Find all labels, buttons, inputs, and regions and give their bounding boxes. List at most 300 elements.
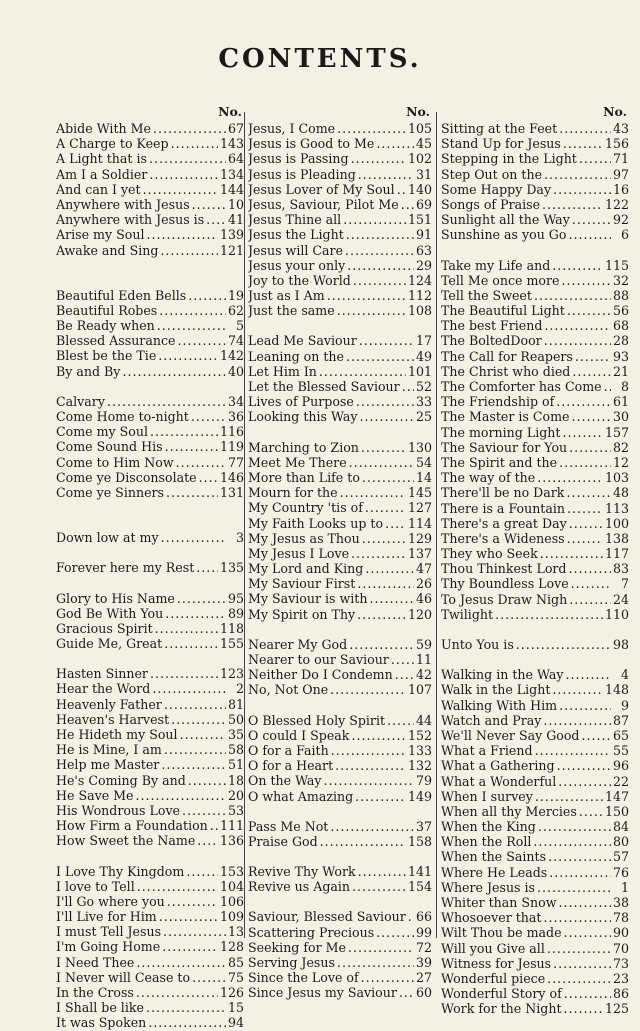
hymn-number: 130	[407, 439, 432, 455]
hymn-number: 123	[219, 666, 244, 682]
hymn-title: Jesus your only	[248, 257, 346, 273]
hymn-number: 73	[612, 955, 629, 971]
hymn-number: 15	[227, 1000, 244, 1016]
dot-leader	[337, 303, 406, 318]
dot-leader	[548, 849, 611, 864]
hymn-title: Gracious Spirit	[56, 620, 153, 636]
hymn-number: 86	[612, 986, 629, 1002]
hymn-title: There is a Fountain	[441, 500, 566, 516]
hymn-title: Stand Up for Jesus	[441, 136, 561, 152]
dot-leader	[369, 591, 413, 606]
hymn-number: 146	[219, 469, 244, 485]
toc-entry	[248, 773, 432, 788]
hymn-number: 92	[612, 212, 629, 228]
toc-entry	[441, 470, 629, 485]
hymn-number: 116	[219, 424, 244, 440]
toc-entry	[248, 364, 432, 379]
dot-leader	[565, 667, 611, 682]
hymn-number: 50	[227, 711, 244, 727]
toc-entry	[248, 349, 432, 364]
hymn-number: 128	[219, 939, 244, 955]
hymn-number: 156	[604, 136, 629, 152]
toc-entry	[248, 925, 432, 940]
hymn-title: My Saviour is with	[248, 591, 368, 607]
dot-leader	[345, 243, 414, 258]
hymn-title: Just the same	[248, 303, 335, 319]
toc-entry	[441, 485, 629, 500]
hymn-number: 49	[415, 348, 432, 364]
toc-entry	[248, 455, 432, 470]
dot-leader	[351, 546, 406, 561]
hymn-title: Walking With Him	[441, 697, 558, 713]
toc-entry	[248, 182, 432, 197]
hymn-title: Scattering Precious	[248, 924, 375, 940]
toc-entry	[56, 348, 244, 363]
hymn-title: No, Not One	[248, 682, 329, 698]
hymn-title: The BoltedDoor	[441, 333, 542, 349]
hymn-number: 113	[604, 500, 629, 516]
dot-leader	[568, 227, 611, 242]
hymn-title: The Christ who died	[441, 363, 571, 379]
dot-leader	[544, 167, 611, 182]
hymn-number: 48	[612, 485, 629, 501]
hymn-title: Forever here my Rest	[56, 560, 195, 576]
hymn-number: 61	[612, 394, 629, 410]
hymn-title: And can I yet	[56, 181, 141, 197]
hymn-number: 76	[612, 864, 629, 880]
hymn-title: How Sweet the Name	[56, 833, 196, 849]
hymn-number: 149	[407, 788, 432, 804]
hymn-title: Heaven's Harvest	[56, 711, 170, 727]
hymn-number: 33	[415, 394, 432, 410]
dot-leader	[160, 243, 218, 258]
hymn-number: 124	[407, 272, 432, 288]
section-gap	[248, 804, 432, 819]
dot-leader	[376, 136, 414, 151]
dot-leader	[535, 743, 611, 758]
dot-leader	[365, 500, 406, 515]
dot-leader	[155, 621, 218, 636]
contents-column-2	[248, 104, 432, 1001]
dot-leader	[177, 591, 226, 606]
hymn-title: Mourn for the	[248, 485, 338, 501]
toc-entry	[56, 318, 244, 333]
hymn-number: 43	[612, 121, 629, 136]
toc-entry	[56, 439, 244, 454]
dot-leader	[352, 879, 406, 894]
hymn-title: Help me Master	[56, 757, 160, 773]
dot-leader	[569, 561, 611, 576]
dot-leader	[559, 895, 611, 910]
hymn-number: 21	[612, 363, 629, 379]
toc-entry	[441, 379, 629, 394]
hymn-number: 55	[612, 743, 629, 759]
hymn-title: How Firm a Foundation	[56, 818, 208, 834]
hymn-title: Step Out on the	[441, 166, 543, 182]
toc-entry	[441, 910, 629, 925]
toc-entry	[56, 409, 244, 424]
toc-entry	[441, 501, 629, 516]
toc-entry	[56, 818, 244, 833]
toc-entry	[248, 531, 432, 546]
hymn-number: 155	[219, 636, 244, 652]
hymn-title: Twilight	[441, 606, 494, 622]
hymn-number: 114	[407, 515, 432, 531]
hymn-number: 85	[227, 954, 244, 970]
dot-leader	[340, 485, 406, 500]
dot-leader	[355, 789, 406, 804]
hymn-title: I must Tell Jesus	[56, 924, 162, 940]
dot-leader	[557, 758, 611, 773]
toc-entry	[248, 879, 432, 894]
hymn-title: Neither Do I Condemn	[248, 667, 393, 683]
hymn-title: Down low at my	[56, 530, 159, 546]
dot-leader	[516, 637, 611, 652]
hymn-title: Let the Blessed Saviour	[248, 379, 400, 394]
dot-leader	[387, 713, 414, 728]
toc-entry	[248, 819, 432, 834]
hymn-title: Jesus Thine all	[248, 212, 342, 228]
hymn-number: 145	[407, 485, 432, 501]
dot-leader	[401, 197, 414, 212]
hymn-title: Lead Me Saviour	[248, 333, 357, 349]
toc-entry	[441, 151, 629, 166]
hymn-number: 129	[407, 530, 432, 546]
hymn-title: Revive us Again	[248, 879, 351, 895]
hymn-number: 112	[407, 288, 432, 304]
hymn-number: 105	[407, 121, 432, 136]
dot-leader	[210, 818, 218, 833]
hymn-number: 115	[604, 257, 629, 273]
dot-leader	[561, 273, 610, 288]
toc-entry	[441, 197, 629, 212]
hymn-number: 16	[612, 181, 629, 197]
hymn-title: Beautiful Robes	[56, 302, 158, 318]
dot-leader	[391, 652, 414, 667]
number-column-header: No.	[603, 104, 627, 119]
toc-entry	[441, 273, 629, 288]
hymn-title: The best Friend	[441, 318, 543, 334]
hymn-title: Whosoever that	[441, 910, 542, 926]
toc-entry	[248, 516, 432, 531]
dot-leader	[324, 773, 414, 788]
toc-entry	[248, 607, 432, 622]
hymn-title: My Country 'tis of	[248, 500, 363, 516]
dot-leader	[206, 212, 226, 227]
hymn-title: Marching to Zion	[248, 439, 359, 455]
hymn-title: The Master is Come	[441, 409, 570, 425]
hymn-number: 12	[612, 454, 629, 470]
toc-entry	[441, 804, 629, 819]
hymn-number: 87	[612, 712, 629, 728]
toc-entry	[248, 136, 432, 151]
toc-entry	[248, 303, 432, 318]
hymn-title: Jesus Lover of My Soul	[248, 181, 395, 197]
dot-leader	[136, 788, 226, 803]
toc-entry	[56, 712, 244, 727]
hymn-title: The way of the	[441, 470, 536, 486]
hymn-title: By and By	[56, 363, 121, 379]
hymn-title: Guide Me, Great	[56, 636, 163, 652]
hymn-number: 56	[612, 303, 629, 319]
toc-entry	[441, 364, 629, 379]
dot-leader	[192, 197, 226, 212]
hymn-title: The morning Light	[441, 424, 561, 440]
entry-list	[56, 121, 244, 1031]
toc-entry	[441, 121, 629, 136]
toc-entry	[441, 941, 629, 956]
dot-leader	[567, 303, 611, 318]
toc-entry	[441, 288, 629, 303]
hymn-number: 23	[612, 970, 629, 986]
hymn-number: 106	[219, 893, 244, 909]
toc-entry	[441, 607, 629, 622]
hymn-number: 41	[227, 212, 244, 228]
dot-leader	[408, 909, 414, 924]
dot-leader	[143, 182, 218, 197]
dot-leader	[319, 364, 406, 379]
dot-leader	[360, 409, 414, 424]
entry-list	[441, 121, 629, 1017]
toc-entry	[441, 455, 629, 470]
hymn-title: Come my Soul	[56, 424, 149, 440]
hymn-number: 131	[219, 484, 244, 500]
hymn-number: 46	[415, 591, 432, 607]
dot-leader	[358, 864, 406, 879]
hymn-title: Whiter than Snow	[441, 895, 557, 910]
dot-leader	[136, 955, 226, 970]
hymn-title: The Spirit and the	[441, 454, 558, 470]
dot-leader	[376, 925, 414, 940]
hymn-title: Hasten Sinner	[56, 666, 148, 682]
dot-leader	[558, 774, 611, 789]
hymn-title: Blest be the Tie	[56, 348, 157, 364]
hymn-title: Tell the Sweet	[441, 287, 532, 303]
toc-entry	[441, 1001, 629, 1016]
hymn-title: He Save Me	[56, 787, 134, 803]
hymn-number: 67	[227, 121, 244, 136]
toc-entry	[248, 333, 432, 348]
hymn-title: I love to Tell	[56, 878, 135, 894]
dot-leader	[161, 757, 226, 772]
dot-leader	[575, 349, 611, 364]
hymn-title: I'll Go where you	[56, 893, 165, 909]
hymn-number: 66	[415, 909, 432, 925]
dot-leader	[176, 455, 226, 470]
dot-leader	[167, 894, 218, 909]
toc-entry	[441, 136, 629, 151]
hymn-title: Unto You is	[441, 637, 514, 652]
hymn-title: Jesus the Light	[248, 227, 344, 243]
hymn-title: Stepping in the Light	[441, 151, 577, 167]
toc-entry	[441, 394, 629, 409]
hymn-number: 65	[612, 727, 629, 743]
hymn-title: Thou Thinkest Lord	[441, 561, 567, 577]
hymn-number: 60	[415, 985, 432, 1001]
hymn-title: Jesus, I Come	[248, 121, 336, 136]
dot-leader	[353, 273, 406, 288]
toc-entry	[248, 955, 432, 970]
dot-leader	[349, 455, 414, 470]
toc-entry	[56, 864, 244, 879]
dot-leader	[153, 121, 226, 136]
dot-leader	[150, 666, 218, 681]
hymn-number: 118	[219, 620, 244, 636]
section-gap	[248, 894, 432, 909]
hymn-title: There's a Wideness	[441, 530, 565, 546]
hymn-title: Anywhere with Jesus is	[56, 212, 205, 228]
toc-entry	[56, 924, 244, 939]
dot-leader	[572, 212, 611, 227]
hymn-title: Meet Me There	[248, 454, 347, 470]
hymn-number: 117	[604, 546, 629, 562]
dot-leader	[567, 501, 603, 516]
hymn-number: 71	[612, 151, 629, 167]
section-gap	[56, 545, 244, 560]
dot-leader	[148, 1015, 226, 1030]
hymn-number: 63	[415, 242, 432, 258]
toc-entry	[56, 681, 244, 696]
column-divider	[244, 112, 245, 938]
toc-entry	[441, 774, 629, 789]
toc-entry	[248, 167, 432, 182]
toc-entry	[441, 834, 629, 849]
toc-entry	[441, 956, 629, 971]
dot-leader	[171, 712, 226, 727]
hymn-title: Pass Me Not	[248, 818, 329, 834]
hymn-title: My Spirit on Thy	[248, 606, 356, 622]
toc-entry	[248, 288, 432, 303]
hymn-title: Tell Me once more	[441, 272, 560, 288]
hymn-title: My Jesus as Thou	[248, 530, 360, 546]
hymn-number: 152	[407, 727, 432, 743]
hymn-number: 36	[227, 409, 244, 424]
dot-leader	[165, 439, 218, 454]
toc-entry	[441, 318, 629, 333]
toc-entry	[56, 879, 244, 894]
hymn-number: 89	[227, 605, 244, 621]
dot-leader	[177, 333, 226, 348]
section-gap	[441, 622, 629, 637]
hymn-title: He is Mine, I am	[56, 742, 162, 758]
dot-leader	[385, 516, 406, 531]
hymn-title: Lives of Purpose	[248, 394, 354, 410]
hymn-title: I Shall be like	[56, 1000, 144, 1016]
hymn-title: Seeking for Me	[248, 939, 346, 955]
section-gap	[56, 258, 244, 288]
section-gap	[56, 849, 244, 864]
toc-entry	[441, 592, 629, 607]
dot-leader	[579, 151, 611, 166]
dot-leader	[362, 470, 414, 485]
toc-entry	[56, 485, 244, 500]
hymn-number: 52	[415, 379, 432, 394]
toc-entry	[56, 621, 244, 636]
toc-entry	[56, 970, 244, 985]
hymn-title: The Beautiful Light	[441, 303, 565, 319]
dot-leader	[335, 758, 406, 773]
hymn-number: 58	[227, 742, 244, 758]
dot-leader	[362, 531, 406, 546]
hymn-number: 4	[620, 667, 629, 683]
hymn-title: Come to Him Now	[56, 454, 174, 470]
toc-entry	[56, 303, 244, 318]
toc-entry	[248, 682, 432, 697]
dot-leader	[164, 636, 218, 651]
dot-leader	[402, 379, 414, 394]
hymn-title: What a Wonderful	[441, 773, 557, 789]
dot-leader	[149, 151, 226, 166]
number-column-header: No.	[406, 104, 430, 119]
toc-entry	[56, 197, 244, 212]
hymn-number: 133	[407, 742, 432, 758]
hymn-number: 31	[415, 166, 432, 182]
hymn-number: 19	[227, 287, 244, 303]
hymn-title: They who Seek	[441, 546, 538, 562]
toc-entry	[56, 833, 244, 848]
hymn-title: Beautiful Eden Bells	[56, 287, 187, 303]
hymn-number: 136	[219, 833, 244, 849]
hymn-number: 37	[415, 818, 432, 834]
hymn-number: 74	[227, 333, 244, 349]
dot-leader	[346, 227, 414, 242]
hymn-title: Jesus is Good to Me	[248, 136, 375, 152]
hymn-number: 53	[227, 802, 244, 818]
dot-leader	[348, 940, 414, 955]
dot-leader	[537, 880, 611, 895]
hymn-title: Sunlight all the Way	[441, 212, 570, 228]
hymn-title: Walking in the Way	[441, 667, 564, 683]
toc-entry	[56, 212, 244, 227]
hymn-number: 42	[415, 667, 432, 683]
hymn-number: 80	[612, 834, 629, 850]
dot-leader	[559, 698, 611, 713]
dot-leader	[159, 303, 226, 318]
hymn-title: The Friendship of	[441, 394, 555, 410]
toc-entry	[56, 167, 244, 182]
dot-leader	[399, 985, 414, 1000]
toc-entry	[248, 379, 432, 394]
toc-entry	[441, 167, 629, 182]
hymn-title: My Saviour First	[248, 576, 356, 592]
hymn-number: 54	[415, 454, 432, 470]
toc-entry	[56, 394, 244, 409]
hymn-title: Jesus is Pleading	[248, 166, 356, 182]
toc-entry	[56, 136, 244, 151]
entry-list	[248, 121, 432, 1001]
hymn-number: 147	[604, 788, 629, 804]
dot-leader	[337, 121, 406, 136]
hymn-title: The Call for Reapers	[441, 348, 573, 364]
hymn-number: 134	[219, 166, 244, 182]
hymn-number: 83	[612, 561, 629, 577]
hymn-number: 140	[407, 181, 432, 197]
hymn-title: Be Ready when	[56, 318, 155, 334]
toc-entry	[248, 728, 432, 743]
hymn-title: I'll Live for Him	[56, 909, 157, 925]
hymn-title: The Comforter has Come	[441, 379, 602, 394]
dot-leader	[199, 470, 218, 485]
dot-leader	[365, 561, 414, 576]
hymn-number: 62	[227, 302, 244, 318]
dot-leader	[180, 727, 226, 742]
hymn-number: 153	[219, 863, 244, 879]
hymn-number: 10	[227, 196, 244, 212]
hymn-title: We'll Never Say Good	[441, 727, 580, 743]
dot-leader	[107, 394, 226, 409]
hymn-title: Blessed Assurance	[56, 333, 176, 349]
toc-entry	[56, 364, 244, 379]
